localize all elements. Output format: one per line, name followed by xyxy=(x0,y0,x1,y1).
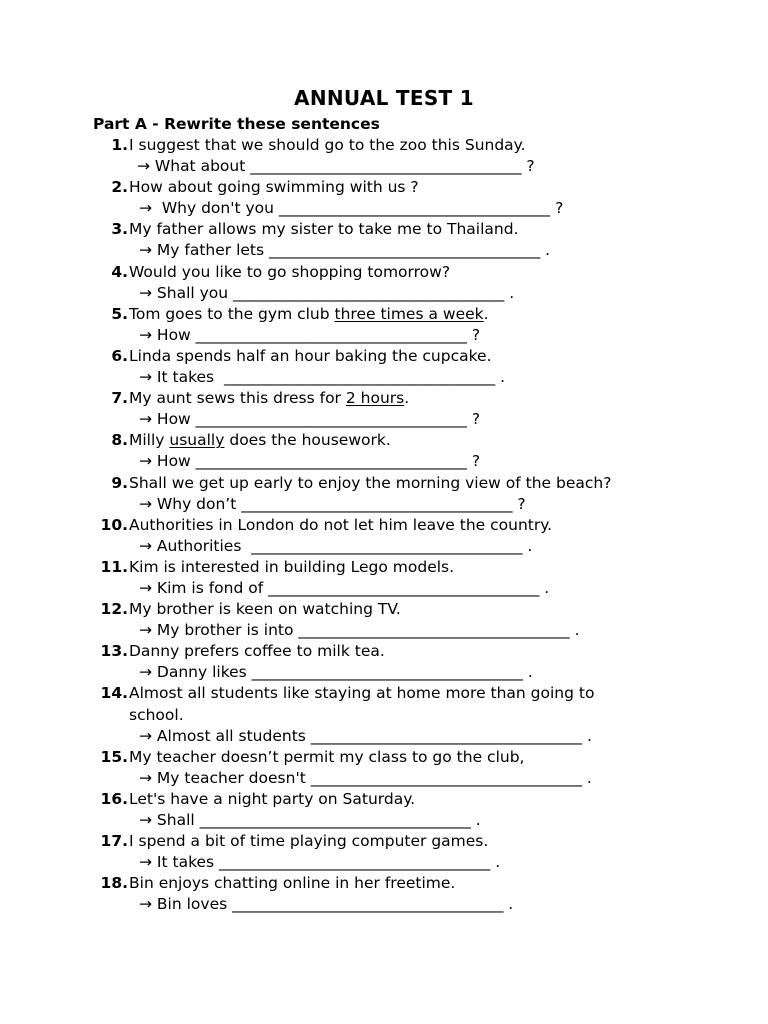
question-text-part: How about going swimming with us ? xyxy=(129,178,419,197)
answer-line[interactable]: → Kim is fond of ___________________________________ . xyxy=(139,578,550,597)
question-line xyxy=(0,430,768,451)
question-text-part: My teacher doesn’t permit my class to go the club, xyxy=(129,747,525,766)
question-number: 5. xyxy=(111,304,128,323)
question-number: 17. xyxy=(100,832,128,851)
question-text xyxy=(129,219,689,240)
question-line xyxy=(0,473,768,494)
answer-line[interactable]: → My teacher doesn't ___________________________________ . xyxy=(139,768,592,787)
question-line xyxy=(0,557,768,578)
answer-line[interactable]: → What about ___________________________________ ? xyxy=(137,157,535,176)
exercise-item xyxy=(0,388,768,430)
question-number: 9. xyxy=(111,473,128,492)
question-number: 6. xyxy=(111,346,128,365)
question-text-part: Let's have a night party on Saturday. xyxy=(129,789,416,808)
question-text-part: Shall we get up early to enjoy the morning view of the beach? xyxy=(129,473,612,492)
question-text xyxy=(129,747,689,768)
question-text-part: Tom goes to the gym club xyxy=(129,304,335,323)
question-text xyxy=(129,789,689,810)
question-line xyxy=(0,135,768,156)
exercise-item xyxy=(0,515,768,557)
exercise-item xyxy=(0,262,768,304)
question-number: 8. xyxy=(111,431,128,450)
question-text-part: Danny prefers coffee to milk tea. xyxy=(129,642,385,661)
question-number: 15. xyxy=(100,747,128,766)
question-line xyxy=(0,262,768,283)
question-line xyxy=(0,304,768,325)
question-text-part: Would you like to go shopping tomorrow? xyxy=(129,262,451,281)
question-text-part: My brother is keen on watching TV. xyxy=(129,600,401,619)
question-text-part: Kim is interested in building Lego models. xyxy=(129,557,455,576)
question-number: 14. xyxy=(100,684,128,703)
exercise-item xyxy=(0,304,768,346)
question-text-part: Bin enjoys chatting online in her freetime. xyxy=(129,874,456,893)
question-text xyxy=(129,599,689,620)
question-text xyxy=(129,177,689,198)
question-line xyxy=(0,789,768,810)
question-number: 1. xyxy=(111,136,128,154)
underlined-phrase: usually xyxy=(169,431,225,450)
answer-line[interactable]: → How ___________________________________ ? xyxy=(139,325,481,344)
question-text xyxy=(129,641,689,662)
exercise-item xyxy=(0,599,768,641)
question-text-part: I spend a bit of time playing computer games. xyxy=(129,832,489,851)
question-line xyxy=(0,873,768,894)
question-line xyxy=(0,599,768,620)
question-text-part: Linda spends half an hour baking the cupcake. xyxy=(129,346,492,365)
exercise-item xyxy=(0,135,768,177)
answer-line[interactable]: → My brother is into ___________________________________ . xyxy=(139,621,580,640)
answer-line[interactable]: → My father lets ___________________________________ . xyxy=(139,241,551,260)
question-line xyxy=(0,683,768,725)
question-text xyxy=(129,473,689,494)
question-number: 2. xyxy=(111,178,128,197)
question-number: 10. xyxy=(100,515,128,534)
exercise-item xyxy=(0,430,768,472)
question-text xyxy=(129,430,689,451)
question-number: 18. xyxy=(100,874,128,893)
question-text-part: My aunt sews this dress for xyxy=(129,389,346,408)
exercise-item xyxy=(0,789,768,831)
question-text xyxy=(129,388,689,409)
question-number: 4. xyxy=(111,262,128,281)
question-line xyxy=(0,177,768,198)
question-number: 11. xyxy=(100,557,128,576)
question-line xyxy=(0,346,768,367)
question-line xyxy=(0,747,768,768)
question-text-part: Milly xyxy=(129,431,170,450)
question-line xyxy=(0,641,768,662)
part-a-heading: Part A - Rewrite these sentences xyxy=(93,115,380,133)
answer-line[interactable]: → It takes ___________________________________ . xyxy=(139,368,506,387)
question-text xyxy=(129,135,689,156)
question-line xyxy=(0,831,768,852)
answer-line[interactable]: → How ___________________________________ ? xyxy=(139,410,481,429)
question-text-part: . xyxy=(483,304,489,323)
question-text-part: . xyxy=(404,389,410,408)
question-line xyxy=(0,515,768,536)
exercise-list xyxy=(0,135,768,915)
exercise-item xyxy=(0,177,768,219)
exercise-item xyxy=(0,473,768,515)
question-text xyxy=(129,515,689,536)
answer-line[interactable]: → Shall you ___________________________________ . xyxy=(139,283,515,302)
question-text-part: does the housework. xyxy=(224,431,391,450)
answer-line[interactable]: → Almost all students ___________________________________ . xyxy=(139,726,592,745)
question-text xyxy=(129,304,689,325)
question-text-part: I suggest that we should go to the zoo this Sunday. xyxy=(129,136,526,154)
answer-line[interactable]: → It takes ___________________________________ . xyxy=(139,853,501,872)
page-title: ANNUAL TEST 1 xyxy=(294,86,474,110)
question-line xyxy=(0,219,768,240)
exercise-item xyxy=(0,557,768,599)
answer-line[interactable]: → Bin loves ___________________________________ . xyxy=(139,895,514,914)
exercise-item xyxy=(0,219,768,261)
exercise-item xyxy=(0,873,768,915)
exercise-item xyxy=(0,346,768,388)
question-text xyxy=(129,346,689,367)
question-number: 3. xyxy=(111,220,128,239)
answer-line[interactable]: → How ___________________________________ ? xyxy=(139,452,481,471)
answer-line[interactable]: → Authorities ___________________________________ . xyxy=(139,536,533,555)
question-number: 16. xyxy=(100,789,128,808)
question-text-part: Almost all students like staying at home more than going to school. xyxy=(129,684,595,724)
question-text xyxy=(129,262,689,283)
question-line xyxy=(0,388,768,409)
question-number: 12. xyxy=(100,600,128,619)
question-text-part: Authorities in London do not let him leave the country. xyxy=(129,515,553,534)
underlined-phrase: 2 hours xyxy=(345,389,405,408)
exercise-item xyxy=(0,747,768,789)
question-text xyxy=(129,683,649,725)
exercise-item xyxy=(0,683,768,746)
exercise-item xyxy=(0,641,768,683)
answer-line[interactable]: → Danny likes ___________________________________ . xyxy=(139,663,533,682)
question-text xyxy=(129,831,689,852)
answer-line[interactable]: → Shall ___________________________________ . xyxy=(139,811,481,829)
exercise-item xyxy=(0,831,768,873)
question-text-part: My father allows my sister to take me to Thailand. xyxy=(129,220,519,239)
answer-line[interactable]: → Why don't you ___________________________________ ? xyxy=(139,199,564,218)
answer-line[interactable]: → Why don’t ___________________________________ ? xyxy=(139,494,526,513)
question-text xyxy=(129,557,689,578)
question-text xyxy=(129,873,689,894)
underlined-phrase: three times a week xyxy=(334,304,484,323)
question-number: 13. xyxy=(100,642,128,661)
question-number: 7. xyxy=(111,389,128,408)
